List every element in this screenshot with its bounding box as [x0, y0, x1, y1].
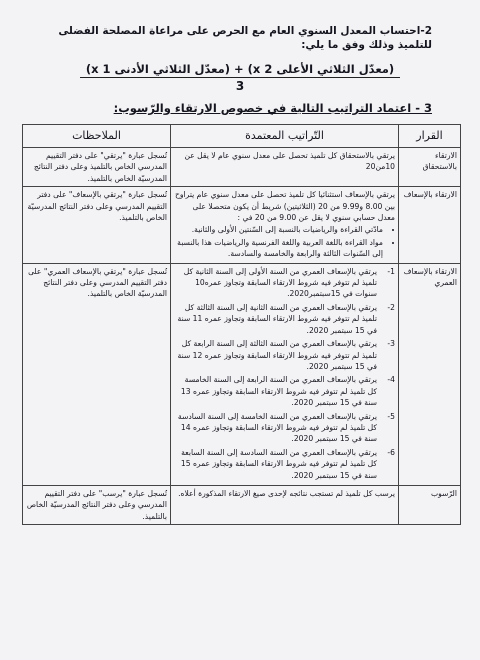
numbered-item	[174, 374, 395, 408]
numbered-item	[174, 411, 395, 445]
measures-intro: يرتقي بالإسعاف استثنائيا كل تلميذ تحصل على معدل سنوي عام يتراوح بين 8.00 و9.99 من 20 (الثلاثيتين) شريط أن يكون متحصلا على معدل حسابي سنوي لا يقل عن 9.00 من 20 في :	[174, 190, 395, 223]
item-text: يرتقي بالإسعاف العمري من السنة الثانية إلى السنة الثالثة كل تلميذ لم تتوفر فيه شروط الارتقاء السابقة وتجاوز عمره 11 سنة في 15 سبتمبر 2020.	[177, 302, 377, 335]
decision-cell: الارتقاء بالإسعاف	[399, 187, 461, 263]
numbered-item	[174, 447, 395, 481]
decision-cell: الارتقاء بالاستحقاق	[399, 148, 461, 187]
table-row-age-relief	[23, 263, 461, 485]
header-notes: الملاحظات	[23, 125, 171, 148]
item-number: 4-	[387, 375, 395, 385]
item-text: يرتقي بالإسعاف العمري من السنة الخامسة إلى السنة السادسة كل تلميذ لم تتوفر فيه شروط الارتقاء السابقة وتجاوز عمره 14 سنة في 15 سبتمبر 2020.	[177, 411, 377, 444]
bullet-item: • مواد القراءة باللغة العربية واللغة الفرنسية والرياضيات هذا بالنسبة إلى السّنوات الثالثة والرابعة والخامسة والسادسة.	[174, 237, 383, 260]
table-row-merit	[23, 148, 461, 187]
average-formula-numerator: (معدّل الثلاثي الأعلى x 2) + (معدّل الثلاثي الأدنى x 1)	[80, 62, 400, 78]
header-measures: التّراتيب المعتمدة	[171, 125, 399, 148]
bullet-item: • مادّتي القراءة والرياضيات بالنسبة إلى السّنتين الأولى والثانية.	[174, 224, 383, 235]
notes-cell: تُسجل عبارة "يرسب" على دفتر التقييم المدرسي وعلى دفتر النتائج المدرسيّة الخاص بالتلميذ.	[23, 485, 171, 524]
table-header-row	[23, 125, 461, 148]
item-number: 6-	[387, 447, 395, 457]
item-number: 1-	[387, 266, 395, 276]
numbered-item	[174, 338, 395, 372]
formula-wrap	[0, 58, 480, 78]
table-row-failure	[23, 485, 461, 524]
measures-cell: يرسب كل تلميذ لم تستجب نتائجه لإحدى صيغ الارتقاء المذكورة أعلاه.	[171, 485, 399, 524]
measures-cell	[171, 263, 399, 485]
header-decision: القرار	[399, 125, 461, 148]
section-title: 3 - اعتماد التراتيب التالية في خصوص الارتقاء والرّسوب:	[113, 101, 432, 115]
measures-cell: يرتقي بالاستحقاق كل تلميذ تحصل على معدل سنوي عام لا يقل عن 10من20	[171, 148, 399, 187]
item-number: 2-	[387, 302, 395, 312]
item-number: 5-	[387, 411, 395, 421]
numbered-item	[174, 302, 395, 336]
intro-text: 2-احتساب المعدل السنوي العام مع الحرص على مراعاة المصلحة الفضلى للتلميذ وذلك وفق ما يلي:	[58, 25, 432, 51]
decision-cell: الرّسوب	[399, 485, 461, 524]
notes-cell: تُسجل عبارة "يرتقي بالإسعاف" على دفتر التقييم المدرسي وعلى دفتر النتائج المدرسيّة الخاص بالتلميذ.	[23, 187, 171, 263]
item-text: يرتقي بالإسعاف العمري من السنة السادسة إلى السنة السابعة كل تلميذ لم تتوفر فيه شروط الارتقاء السابقة وتجاوز عمره 15 سنة في 15 سبتمبر 2020.	[180, 447, 377, 480]
numbered-item	[174, 266, 395, 300]
measures-cell	[171, 187, 399, 263]
notes-cell: تُسجل عبارة "يرتقي بالإسعاف العمري" على دفتر التقييم المدرسي وعلى دفتر النتائج المدرسيّة الخاص بالتلميذ.	[23, 263, 171, 485]
table-row-relief	[23, 187, 461, 263]
measures-bullet-list	[174, 224, 395, 259]
item-text: يرتقي بالإسعاف العمري من السنة الثالثة إلى السنة الرابعة كل تلميذ لم تتوفر فيه شروط الارتقاء السابقة وتجاوز عمره 12 سنة في 15 سبتمبر 2020.	[177, 339, 377, 371]
item-text: يرتقي بالإسعاف العمري من السنة الأولى إلى السنة الثانية كل تلميذ لم تتوفر فيه شروط الارتقاء السابقة وتجاوز عمره10 سنوات في 15سبتمبر2020.	[183, 266, 377, 299]
promotion-rules-table	[22, 124, 461, 525]
average-formula-divisor: 3	[235, 79, 245, 93]
notes-cell: تُسجل عبارة "يرتقي" على دفتر التقييم المدرسي الخاص بالتلميذ وعلى دفتر النتائج المدرسيّة الخاص بالتلميذ.	[23, 148, 171, 187]
decision-cell: الارتقاء بالإسعاف العمري	[399, 263, 461, 485]
item-text: يرتقي بالإسعاف العمري من السنة الرابعة إلى السنة الخامسة كل تلميذ لم تتوفر فيه شروط الارتقاء السابقة وتجاوز عمره 13 سنة في 15 سبتمبر 2020.	[180, 375, 377, 408]
item-number: 3-	[387, 339, 395, 349]
